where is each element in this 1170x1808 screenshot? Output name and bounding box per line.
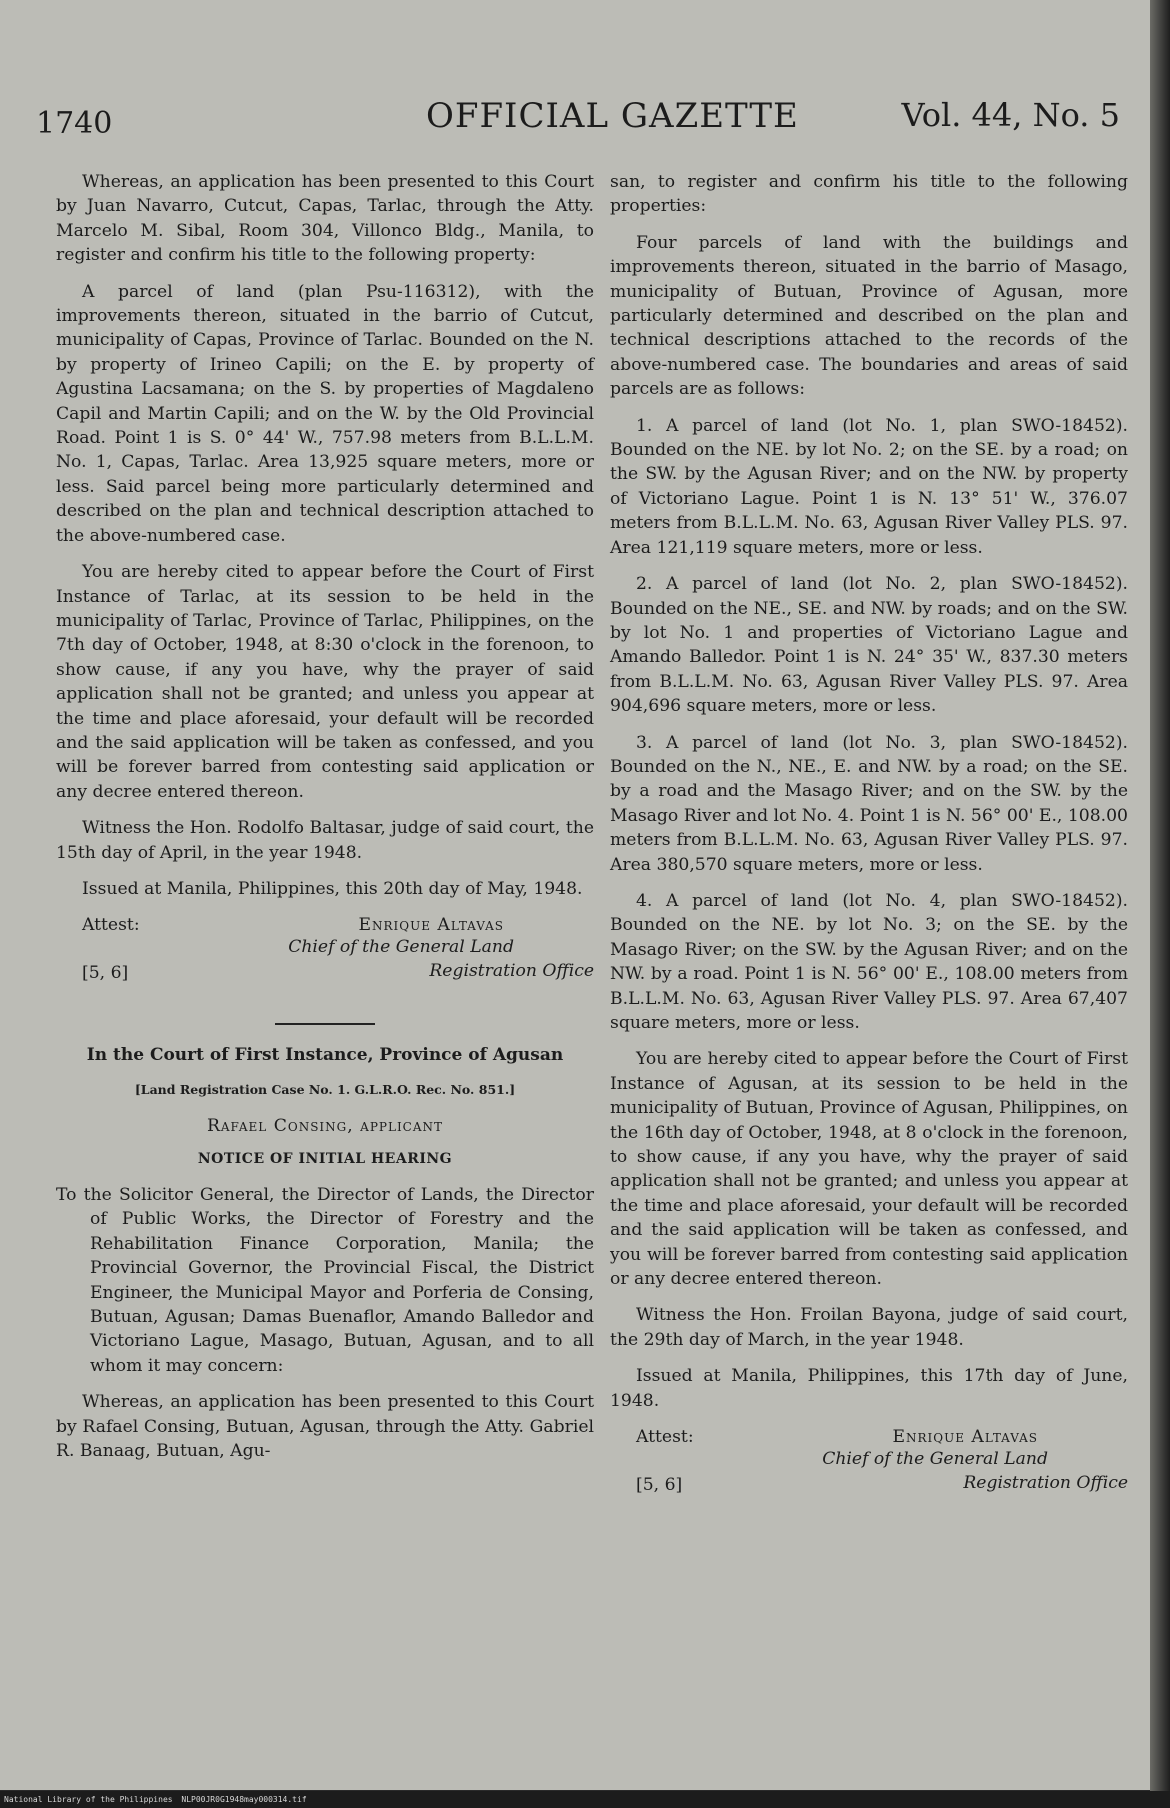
parcel-paragraph: 4. A parcel of land (lot No. 4, plan SWO-18452). Bounded on the NE. by lot No. 3; on the SE. by the Masago River; on the SW. by the Agusan River; and on the NW. by a road. Point 1 is N. 56° 00' E., 108.00 meters from B.L.L.M. No. 63, Agusan River Valley PLS. 97. Area 67,407 square meters, more or less. bbox=[610, 890, 1128, 1033]
addressees: To the Solicitor General, the Director of Lands, the Director of Public Works, the Director of Forestry and the Rehabilitation Finance Corporation, Manila; the Provincial Governor, the Provincial Fiscal, the District Engineer, the Municipal Mayor and Porferia de Consing, Butuan, Agusan; Damas Buenaflor, Amando Balledor and Victoriano Lague, Masago, Butuan, Agusan, and to all whom it may concern: bbox=[56, 1185, 594, 1376]
parcel-paragraph: 1. A parcel of land (lot No. 1, plan SWO-18452). Bounded on the NE. by lot No. 2; on the SE. by a road; on the SW. by the Agusan River; and on the NW. by property of Victoriano Lague. Point 1 is N. 13° 51' W., 376.07 meters from B.L.L.M. No. 63, Agusan River Valley PLS. 97. Area 121,119 square meters, more or less. bbox=[610, 415, 1128, 558]
volume-number: Vol. 44, No. 5 bbox=[901, 96, 1120, 134]
notice-title: NOTICE OF INITIAL HEARING bbox=[197, 1150, 453, 1167]
attest-label: Attest: bbox=[636, 1427, 694, 1448]
file-name: NLP00JR0G1948may000314.tif bbox=[181, 1795, 307, 1804]
scan-footer bbox=[0, 1791, 1170, 1808]
page-header bbox=[36, 96, 1120, 146]
case-line: [Land Registration Case No. 1. G.L.R.O. Rec. No. 851.] bbox=[134, 1081, 516, 1097]
scan-edge-shadow bbox=[1150, 0, 1170, 1808]
court-heading: In the Court of First Instance, Province of Agusan bbox=[86, 1045, 564, 1066]
attest-label: Attest: bbox=[82, 915, 140, 936]
paragraph: Witness the Hon. Rodolfo Baltasar, judge of said court, the 15th day of April, in the year 1948. bbox=[56, 818, 594, 863]
gazette-title: OFFICIAL GAZETTE bbox=[426, 96, 799, 136]
left-column bbox=[56, 170, 594, 1475]
attest-reference: [5, 6] bbox=[82, 963, 129, 984]
paragraph: Whereas, an application has been presented to this Court by Rafael Consing, Butuan, Agusan, through the Atty. Gabriel R. Banaag, Butuan, Agu- bbox=[56, 1392, 594, 1462]
paragraph: Issued at Manila, Philippines, this 20th day of May, 1948. bbox=[82, 878, 583, 899]
attest-title: Chief of the General Land bbox=[822, 1449, 1048, 1470]
attest-name: Enrique Altavas bbox=[358, 915, 504, 936]
attest-reference: [5, 6] bbox=[636, 1475, 683, 1496]
applicant-line: Rafael Consing, applicant bbox=[206, 1116, 444, 1137]
attest-title: Registration Office bbox=[963, 1473, 1128, 1494]
paragraph: A parcel of land (plan Psu-116312), with the improvements thereon, situated in the barrio of Cutcut, municipality of Capas, Province of Tarlac. Bounded on the N. by property of Irineo Capili; on the E. by property of Agustina Lacsamana; on the S. by properties of Magdaleno Capil and Martin Capili; and on the W. by the Old Provincial Road. Point 1 is S. 0° 44' W., 757.98 meters from B.L.L.M. No. 1, Capas, Tarlac. Area 13,925 square meters, more or less. Said parcel being more particularly determined and described on the plan and technical description attached to the above-numbered case. bbox=[56, 281, 594, 546]
paragraph: san, to register and confirm his title to the following properties: bbox=[610, 172, 1128, 217]
paragraph: Four parcels of land with the buildings and improvements thereon, situated in the barrio of Masago, municipality of Butuan, Province of Agusan, more particularly determined and described on the plan and technical descriptions attached to the records of the above-numbered case. The boundaries and areas of said parcels are as follows: bbox=[610, 232, 1128, 400]
paragraph: Issued at Manila, Philippines, this 17th day of June, 1948. bbox=[610, 1366, 1128, 1411]
attest-block bbox=[610, 1425, 1128, 1521]
paragraph: You are hereby cited to appear before the Court of First Instance of Agusan, at its session to be held in the municipality of Butuan, Province of Agusan, Philippines, on the 16th day of October, 1948, at 8 o'clock in the forenoon, to show cause, if any you have, why the prayer of said application shall not be granted; and unless you appear at the time and place aforesaid, your default will be recorded and the said application will be taken as confessed, and you will be forever barred from contesting said application or any decree entered thereon. bbox=[610, 1049, 1128, 1290]
parcel-paragraph: 2. A parcel of land (lot No. 2, plan SWO-18452). Bounded on the NE., SE. and NW. by roads; and on the SW. by lot No. 1 and properties of Victoriano Lague and Amando Balledor. Point 1 is N. 24° 35' W., 837.30 meters from B.L.L.M. No. 63, Agusan River Valley PLS. 97. Area 904,696 square meters, more or less. bbox=[610, 574, 1128, 717]
page-number: 1740 bbox=[36, 106, 113, 141]
right-column bbox=[610, 170, 1128, 1521]
attest-name: Enrique Altavas bbox=[892, 1427, 1038, 1448]
paragraph: Whereas, an application has been presented to this Court by Juan Navarro, Cutcut, Capas, Tarlac, through the Atty. Marcelo M. Sibal, Room 304, Villonco Bldg., Manila, to register and confirm his title to the following property: bbox=[56, 172, 594, 266]
paragraph: Witness the Hon. Froilan Bayona, judge of said court, the 29th day of March, in the year 1948. bbox=[610, 1305, 1128, 1350]
parcel-paragraph: 3. A parcel of land (lot No. 3, plan SWO-18452). Bounded on the N., NE., E. and NW. by a road; on the SE. by a road and the Masago River; and on the SW. by the Masago River and lot No. 4. Point 1 is N. 56° 00' E., 108.00 meters from B.L.L.M. No. 63, Agusan River Valley PLS. 97. Area 380,570 square meters, more or less. bbox=[610, 732, 1128, 875]
section-divider bbox=[275, 1023, 375, 1025]
attest-title: Chief of the General Land bbox=[288, 937, 514, 958]
attest-block bbox=[56, 913, 594, 1009]
paragraph: You are hereby cited to appear before the Court of First Instance of Tarlac, at its session to be held in the municipality of Tarlac, Province of Tarlac, Philippines, on the 7th day of October, 1948, at 8:30 o'clock in the forenoon, to show cause, if any you have, why the prayer of said application shall not be granted; and unless you appear at the time and place aforesaid, your default will be recorded and the said application will be taken as confessed, and you will be forever barred from contesting said application or any decree entered thereon. bbox=[56, 562, 594, 802]
library-credit: National Library of the Philippines bbox=[4, 1795, 173, 1804]
attest-title: Registration Office bbox=[429, 961, 594, 982]
